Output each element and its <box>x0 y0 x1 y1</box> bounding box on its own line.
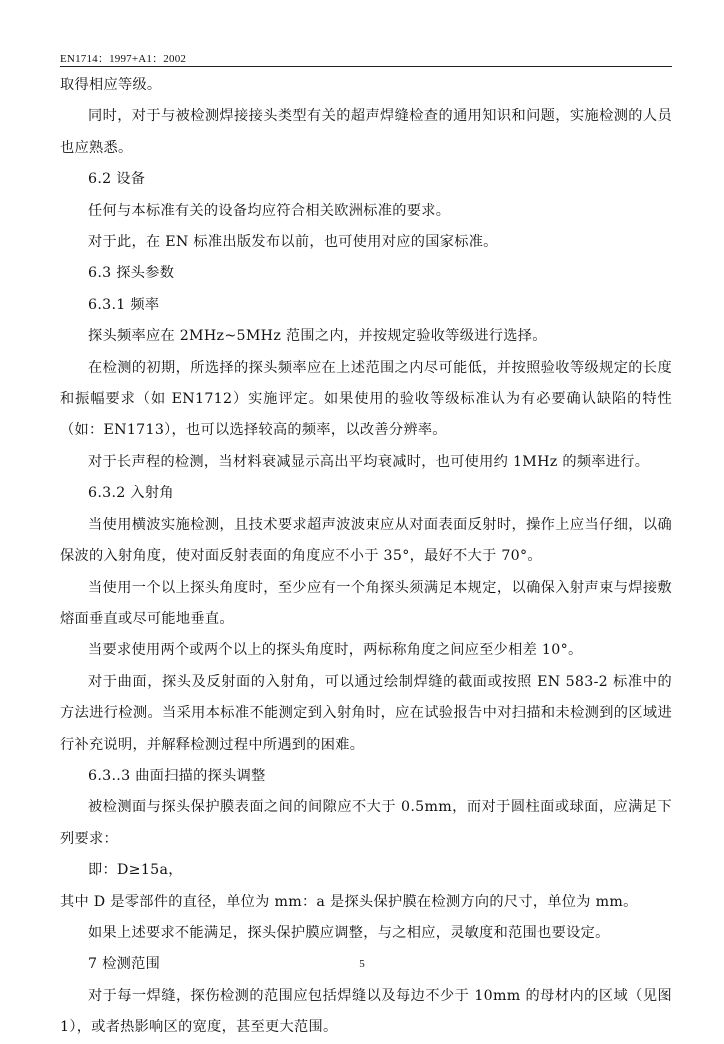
paragraph: 6.3.2 入射角 <box>88 485 174 502</box>
paragraph: 对于曲面，探头及反射面的入射角，可以通过绘制焊缝的截面或按照 EN 583-2 标准中的方法进行检测。当采用本标准不能测定到入射角时，应在试验报告中对扫描和未检测到的区域进行补充说明，并解释检测过程中所遇到的困难。 <box>60 673 672 753</box>
paragraph: 6.3..3 曲面扫描的探头调整 <box>88 767 266 784</box>
paragraph: 当使用一个以上探头角度时，至少应有一个角探头须满足本规定，以确保入射声束与焊接敷熔面垂直或尽可能地垂直。 <box>60 579 672 627</box>
paragraph: 对于此，在 EN 标准出版发布以前，也可使用对应的国家标准。 <box>88 234 498 251</box>
header-rule <box>60 66 672 67</box>
paragraph: 即：D≥15a， <box>88 862 183 879</box>
paragraph: 6.2 设备 <box>88 171 146 188</box>
paragraph: 同时，对于与被检测焊接接头类型有关的超声焊缝检查的通用知识和问题，实施检测的人员也应熟悉。 <box>60 108 672 156</box>
document-header: EN1714：1997+A1：2002 <box>60 53 187 65</box>
paragraph: 当使用横波实施检测，且技术要求超声波波束应从对面表面反射时，操作上应当仔细，以确保波的入射角度，使对面反射表面的角度应不小于 35°，最好不大于 70°。 <box>60 516 672 565</box>
paragraph: 如果上述要求不能满足，探头保护膜应调整，与之相应，灵敏度和范围也要设定。 <box>88 924 610 941</box>
paragraph: 探头频率应在 2MHz~5MHz 范围之内，并按规定验收等级进行选择。 <box>88 328 547 345</box>
paragraph: 取得相应等级。 <box>60 77 162 93</box>
page-number: 5 <box>359 958 365 970</box>
paragraph: 7 检测范围 <box>88 956 161 973</box>
paragraph: 6.3.1 频率 <box>88 296 160 313</box>
paragraph: 其中 D 是零部件的直径，单位为 mm：a 是探头保护膜在检测方向的尺寸，单位为 mm。 <box>60 893 638 910</box>
paragraph: 在检测的初期，所选择的探头频率应在上述范围之内尽可能低，并按照验收等级规定的长度和振幅要求（如 EN1712）实施评定。如果使用的验收等级标准认为有必要确认缺陷的特性（如：EN1713），也可以选择较高的频率，以改善分辨率。 <box>60 359 672 439</box>
paragraph: 6.3 探头参数 <box>88 265 175 282</box>
paragraph: 任何与本标准有关的设备均应符合相关欧洲标准的要求。 <box>88 202 451 219</box>
paragraph: 对于长声程的检测，当材料衰减显示高出平均衰减时，也可使用约 1MHz 的频率进行。 <box>88 453 650 470</box>
paragraph: 被检测面与探头保护膜表面之间的间隙应不大于 0.5mm，而对于圆柱面或球面，应满足下列要求： <box>60 799 672 847</box>
page-body <box>60 70 672 1044</box>
paragraph: 对于每一焊缝，探伤检测的范围应包括焊缝以及每边不少于 10mm 的母材内的区域（见图 1），或者热影响区的宽度，甚至更大范围。 <box>60 987 672 1036</box>
paragraph: 当要求使用两个或两个以上的探头角度时，两标称角度之间应至少相差 10°。 <box>88 642 583 659</box>
